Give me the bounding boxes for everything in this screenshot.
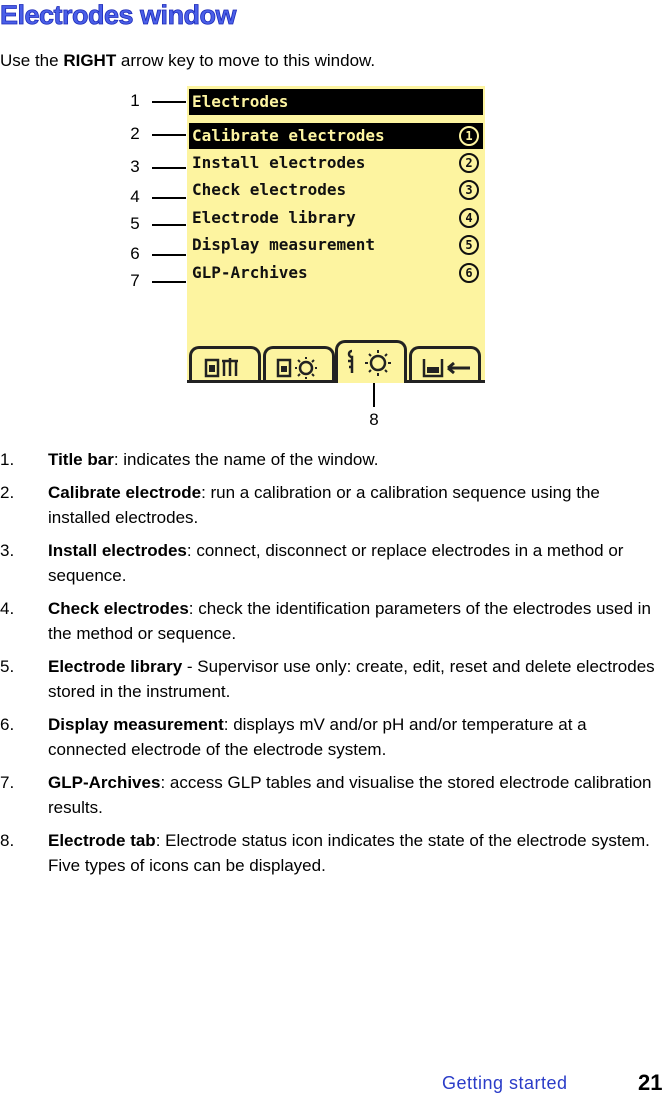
description-term: Calibrate electrode bbox=[48, 483, 202, 502]
tab-instrument[interactable] bbox=[189, 346, 261, 380]
callout-line-2 bbox=[152, 134, 186, 136]
instrument-icon bbox=[192, 349, 258, 383]
menu-item-label: Display measurement bbox=[192, 235, 376, 254]
intro-text bbox=[0, 51, 375, 71]
description-number: 8. bbox=[0, 831, 15, 850]
tab-strip bbox=[187, 340, 485, 383]
description-item bbox=[0, 770, 660, 820]
callout-line-1 bbox=[152, 101, 186, 103]
transfer-icon bbox=[412, 349, 484, 383]
description-item bbox=[0, 712, 660, 762]
description-item bbox=[0, 538, 660, 588]
description-number: 2. bbox=[0, 483, 15, 502]
callout-7: 7 bbox=[130, 271, 140, 290]
description-item bbox=[0, 654, 660, 704]
menu-number-badge: 4 bbox=[459, 208, 479, 228]
callout-line-4 bbox=[152, 197, 186, 199]
description-item bbox=[0, 480, 660, 530]
description-item bbox=[0, 447, 660, 472]
description-item bbox=[0, 596, 660, 646]
device-screen bbox=[187, 86, 485, 383]
menu-item-label: Calibrate electrodes bbox=[192, 126, 385, 145]
description-text: : run a calibration or a calibration sequence using the installed electrodes. bbox=[48, 483, 600, 527]
menu-item-calibrate-electrodes[interactable] bbox=[189, 123, 483, 149]
callout-6: 6 bbox=[130, 244, 140, 263]
description-text: - Supervisor use only: create, edit, reset and delete electrodes stored in the instrument. bbox=[48, 657, 655, 701]
menu-item-label: Electrode library bbox=[192, 208, 356, 227]
description-number: 1. bbox=[0, 450, 15, 469]
description-term: Display measurement bbox=[48, 715, 224, 734]
intro-key: RIGHT bbox=[63, 51, 117, 70]
description-term: Title bar bbox=[48, 450, 114, 469]
callout-8: 8 bbox=[369, 410, 379, 429]
menu-item-electrode-library[interactable] bbox=[189, 205, 483, 231]
sample-icon bbox=[266, 349, 332, 383]
callout-line-7 bbox=[152, 281, 186, 283]
description-term: GLP-Archives bbox=[48, 773, 161, 792]
description-term: Install electrodes bbox=[48, 541, 187, 560]
description-text: : access GLP tables and visualise the stored electrode calibration results. bbox=[48, 773, 652, 817]
screen-title-bar: Electrodes bbox=[189, 89, 483, 115]
menu-number-badge: 5 bbox=[459, 235, 479, 255]
footer-page-number: 21 bbox=[638, 1070, 663, 1095]
tab-transfer[interactable] bbox=[409, 346, 481, 380]
electrode-icon bbox=[338, 343, 404, 383]
description-number: 3. bbox=[0, 541, 15, 560]
description-text: : Electrode status icon indicates the state of the electrode system. Five types of icons can be displayed. bbox=[48, 831, 650, 875]
menu-item-install-electrodes[interactable] bbox=[189, 150, 483, 176]
callout-1: 1 bbox=[130, 91, 140, 110]
description-text: : connect, disconnect or replace electrodes in a method or sequence. bbox=[48, 541, 624, 585]
description-number: 4. bbox=[0, 599, 15, 618]
description-text: : check the identification parameters of the electrodes used in the method or sequence. bbox=[48, 599, 651, 643]
callout-line-8 bbox=[373, 383, 375, 407]
description-text: : indicates the name of the window. bbox=[113, 450, 379, 469]
menu-item-label: GLP-Archives bbox=[192, 263, 308, 282]
callout-line-5 bbox=[152, 224, 186, 226]
intro-before: Use the bbox=[0, 51, 64, 70]
callout-5: 5 bbox=[130, 214, 140, 233]
menu-number-badge: 1 bbox=[459, 126, 479, 146]
description-term: Electrode library bbox=[48, 657, 183, 676]
callout-2: 2 bbox=[130, 124, 140, 143]
menu-item-display-measurement[interactable] bbox=[189, 232, 483, 258]
description-item bbox=[0, 828, 660, 878]
menu-item-check-electrodes[interactable] bbox=[189, 177, 483, 203]
intro-after: arrow key to move to this window. bbox=[116, 51, 376, 70]
menu-item-label: Check electrodes bbox=[192, 180, 347, 199]
footer-section-name: Getting started bbox=[442, 1073, 568, 1093]
tab-electrodes[interactable] bbox=[335, 340, 407, 383]
menu-number-badge: 3 bbox=[459, 180, 479, 200]
description-text: : displays mV and/or pH and/or temperature at a connected electrode of the electrode system. bbox=[48, 715, 587, 759]
description-term: Check electrodes bbox=[48, 599, 189, 618]
callout-3: 3 bbox=[130, 157, 140, 176]
page-title: Electrodes window bbox=[0, 0, 237, 30]
callout-line-3 bbox=[152, 167, 186, 169]
menu-number-badge: 2 bbox=[459, 153, 479, 173]
description-number: 7. bbox=[0, 773, 15, 792]
description-number: 5. bbox=[0, 657, 15, 676]
menu-item-label: Install electrodes bbox=[192, 153, 366, 172]
description-term: Electrode tab bbox=[48, 831, 156, 850]
tab-sample[interactable] bbox=[263, 346, 335, 380]
description-number: 6. bbox=[0, 715, 15, 734]
callout-4: 4 bbox=[130, 187, 140, 206]
description-list bbox=[0, 447, 660, 886]
menu-number-badge: 6 bbox=[459, 263, 479, 283]
callout-line-6 bbox=[152, 254, 186, 256]
menu-item-glp-archives[interactable] bbox=[189, 260, 483, 286]
